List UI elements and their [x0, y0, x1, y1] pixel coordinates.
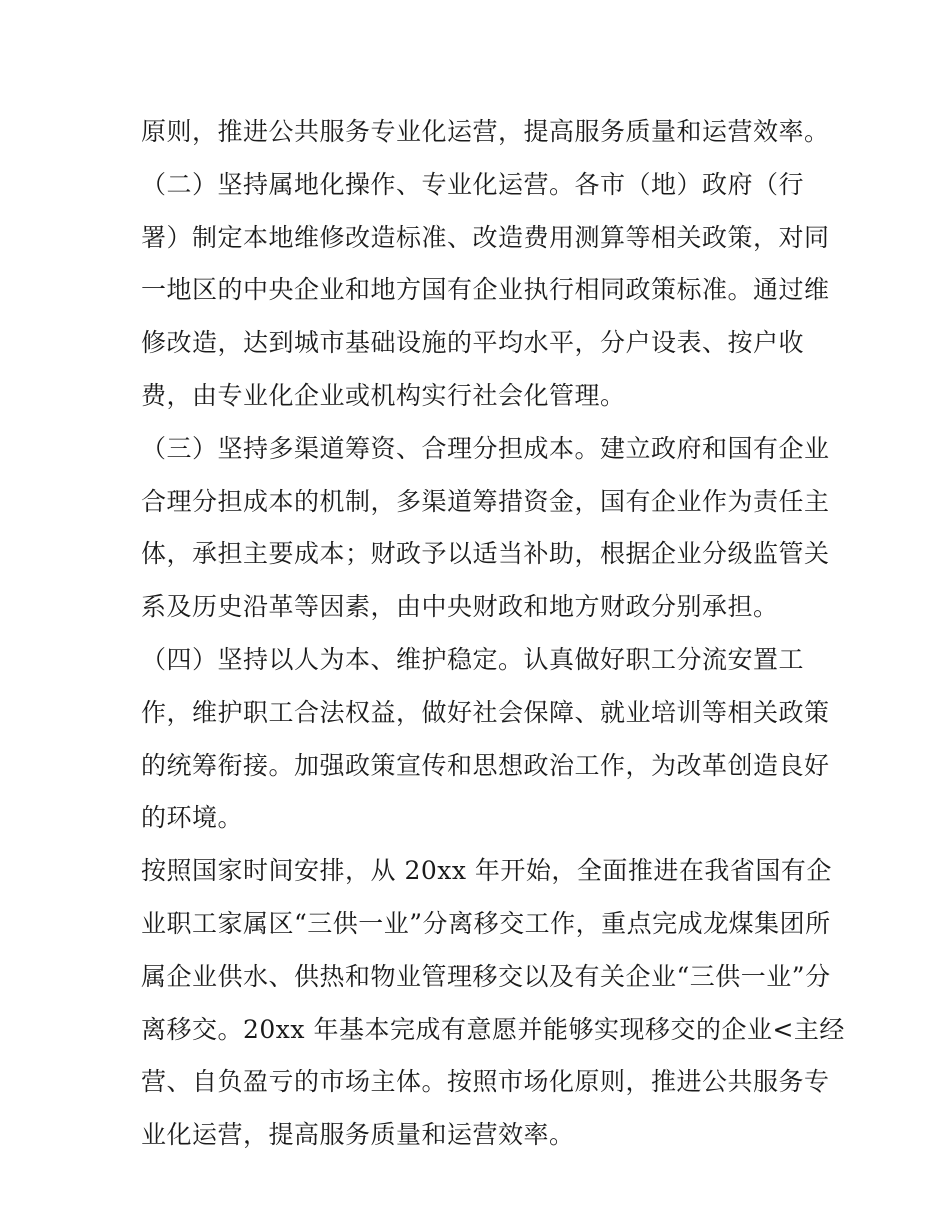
body-text: [141, 106, 845, 1162]
text-line: 业职工家属区“三供一业”分离移交工作，重点完成龙煤集团所: [141, 908, 831, 938]
text-line: 一地区的中央企业和地方国有企业执行相同政策标准。通过维: [141, 275, 830, 305]
text-line: 的环境。: [141, 803, 244, 833]
text-line: （四）坚持以人为本、维护稳定。认真做好职工分流安置工: [141, 644, 805, 674]
text-line: 原则，推进公共服务专业化运营，提高服务质量和运营效率。: [141, 117, 830, 146]
text-line: 的统筹衔接。加强政策宣传和思想政治工作，为改革创造良好: [141, 750, 830, 780]
text-line: 离移交。20xx 年基本完成有意愿并能够实现移交的企业<主经: [141, 1014, 845, 1044]
text-line: 营、自负盈亏的市场主体。按照市场化原则，推进公共服务专: [141, 1067, 830, 1097]
text-line: 费，由专业化企业或机构实行社会化管理。: [141, 380, 626, 410]
text-line: 按照国家时间安排，从 20xx 年开始，全面推进在我省国有企: [141, 856, 832, 886]
text-line: （二）坚持属地化操作、专业化运营。各市（地）政府（行: [141, 169, 805, 199]
text-line: 系及历史沿革等因素，由中央财政和地方财政分别承担。: [141, 592, 779, 622]
text-line: 体，承担主要成本；财政予以适当补助，根据企业分级监管关: [141, 539, 830, 569]
text-line: 修改造，达到城市基础设施的平均水平，分户设表、按户收: [141, 328, 805, 358]
text-line: 合理分担成本的机制，多渠道筹措资金，国有企业作为责任主: [141, 486, 830, 516]
text-line: 署）制定本地维修改造标准、改造费用测算等相关政策，对同: [141, 222, 830, 252]
text-line: 业化运营，提高服务质量和运营效率。: [141, 1120, 575, 1150]
text-line: 作，维护职工合法权益，做好社会保障、就业培训等相关政策: [141, 697, 830, 727]
text-line: （三）坚持多渠道筹资、合理分担成本。建立政府和国有企业: [141, 433, 830, 463]
text-line: 属企业供水、供热和物业管理移交以及有关企业“三供一业”分: [141, 961, 831, 991]
